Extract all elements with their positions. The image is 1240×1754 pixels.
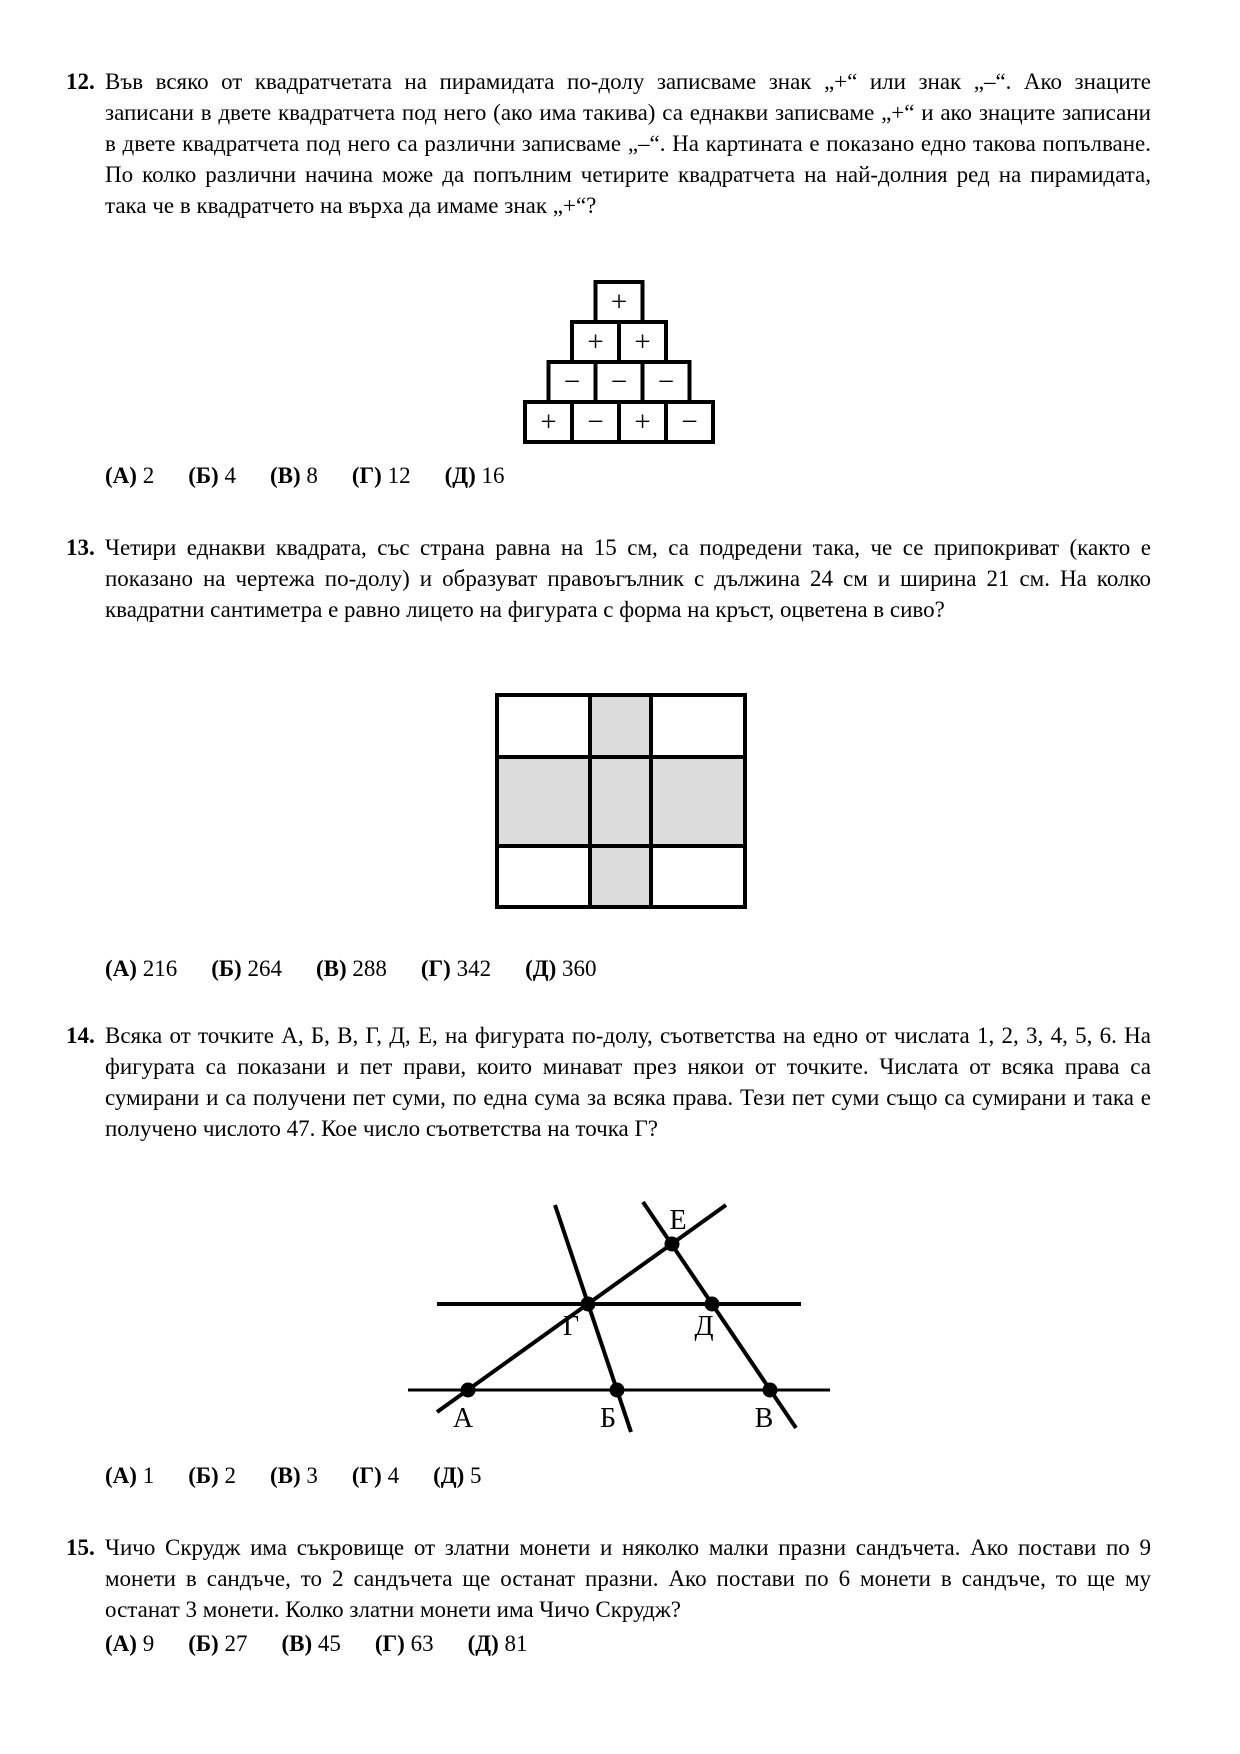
answers-row-13 <box>105 953 597 984</box>
answer-letter: (Б) <box>188 463 219 488</box>
cross-shaded-cell <box>651 757 745 846</box>
answer-letter: (Д) <box>444 463 476 488</box>
cross-shaded-cell <box>590 846 651 907</box>
answer-value: 3 <box>300 1463 318 1488</box>
answer-option <box>352 460 411 491</box>
problem-number: 12. <box>66 69 95 94</box>
pyramid-sign: − <box>681 406 698 438</box>
answer-value: 2 <box>218 1463 236 1488</box>
answer-option <box>468 1628 528 1659</box>
answer-option <box>316 953 387 984</box>
answer-option <box>105 460 154 491</box>
answer-option <box>421 953 491 984</box>
point-label: Д <box>694 1311 714 1342</box>
answer-value: 1 <box>136 1463 155 1488</box>
answer-letter: (Б) <box>188 1631 219 1656</box>
point-label: А <box>452 1403 474 1434</box>
problem-text: Във всяко от квадратчетата на пирамидата по-долу записваме знак „+“ или знак „–“. Ако знаците записани в двете квадратчета под него (ако има такива) са еднакви записваме „+“ и ако знаците записани в двете квадратчета под него са различни записваме „–“. На картината е показано едно такова попълване. По колко различни начина може да попълним четирите квадратчета на най-долния ред на пирамидата, така че в квадратчето на върха да имаме знак „+“? <box>105 69 1151 218</box>
answer-letter: (Б) <box>188 1463 219 1488</box>
answer-value: 45 <box>312 1631 341 1656</box>
cross-figure <box>495 693 747 909</box>
answer-value: 63 <box>404 1631 434 1656</box>
answers-row-15 <box>105 1628 528 1659</box>
lines-points-figure <box>380 1190 850 1455</box>
cross-shaded-cell <box>590 695 651 757</box>
pyramid-sign: − <box>563 366 581 398</box>
point-label: Е <box>669 1205 687 1236</box>
answer-value: 288 <box>346 956 387 981</box>
answer-option <box>525 953 596 984</box>
cross-shaded-cell <box>497 757 590 846</box>
point-label: В <box>754 1403 774 1434</box>
cross-shaded-cell <box>590 757 651 846</box>
answer-option <box>188 1460 236 1491</box>
point-dot <box>461 1383 476 1398</box>
answer-value: 27 <box>218 1631 248 1656</box>
answer-letter: (Г) <box>351 1463 382 1488</box>
problem-text: Четири еднакви квадрата, със страна равна на 15 см, са подредени така, че се припокриват (както е показано на чертежа по-долу) и образуват правоъгълник с дължина 24 см и ширина 21 см. На колко квадратни сантиметра е равно лицето на фигурата с форма на кръст, оцветена в сиво? <box>105 535 1151 622</box>
answer-option <box>105 1628 154 1659</box>
answer-option <box>270 460 318 491</box>
answer-option <box>433 1460 481 1491</box>
answer-option <box>281 1628 340 1659</box>
pyramid-sign: − <box>587 406 604 438</box>
problem-number: 15. <box>66 1535 95 1560</box>
answer-letter: (А) <box>105 1631 137 1656</box>
pyramid-figure <box>523 280 715 444</box>
answer-option <box>270 1460 318 1491</box>
answer-option <box>188 460 236 491</box>
cross-cell <box>497 695 590 757</box>
problem-text: Всяка от точките А, Б, В, Г, Д, Е, на фигурата по-долу, съответства на едно от числата 1, 2, 3, 4, 5, 6. На фигурата са показани и пет прави, които минават през някои от точките. Числата от всяка права са сумирани и са получени пет суми, по една сума за всяка права. Тези пет суми също са сумирани и така е получено числото 47. Кое число съответства на точка Г? <box>105 1023 1151 1141</box>
problem-number: 14. <box>66 1023 95 1048</box>
answer-value: 2 <box>136 463 155 488</box>
problem-number: 13. <box>66 535 95 560</box>
point-dot <box>763 1383 778 1398</box>
answer-letter: (Д) <box>467 1631 499 1656</box>
point-dot <box>610 1383 625 1398</box>
answer-value: 81 <box>498 1631 528 1656</box>
point-dot <box>665 1237 680 1252</box>
problem-text: Чичо Скрудж има съкровище от златни монети и няколко малки празни сандъчета. Ако постави по 9 монети в сандъче, то 2 сандъчета ще останат празни. Ако постави по 6 монети в сандъче, то ще му останат 3 монети. Колко златни монети има Чичо Скрудж? <box>105 1535 1151 1622</box>
pyramid-sign: + <box>634 326 651 358</box>
answer-value: 9 <box>136 1631 155 1656</box>
answer-letter: (В) <box>315 956 347 981</box>
answer-option <box>211 953 282 984</box>
answer-letter: (А) <box>105 463 137 488</box>
answer-letter: (А) <box>105 1463 137 1488</box>
answer-letter: (Д) <box>433 1463 465 1488</box>
pyramid-sign: + <box>587 326 604 358</box>
answer-value: 4 <box>381 1463 400 1488</box>
point-dot <box>581 1297 596 1312</box>
answer-option <box>105 953 177 984</box>
answer-letter: (Б) <box>211 956 242 981</box>
answer-option <box>188 1628 247 1659</box>
answer-letter: (Д) <box>525 956 557 981</box>
answer-option <box>375 1628 434 1659</box>
pyramid-sign: − <box>657 366 675 398</box>
answer-value: 8 <box>300 463 318 488</box>
answer-value: 4 <box>218 463 236 488</box>
answer-value: 360 <box>556 956 597 981</box>
answer-option <box>352 1460 399 1491</box>
answer-letter: (В) <box>269 463 301 488</box>
answer-value: 264 <box>241 956 282 981</box>
answer-letter: (Г) <box>420 956 451 981</box>
answers-row-14 <box>105 1460 482 1491</box>
cross-cell <box>497 846 590 907</box>
answer-letter: (Г) <box>351 463 382 488</box>
answer-value: 16 <box>475 463 505 488</box>
problem-15 <box>66 1532 1151 1625</box>
answer-option <box>445 460 505 491</box>
answer-letter: (В) <box>281 1631 313 1656</box>
point-label: Г <box>562 1311 580 1342</box>
pyramid-sign: + <box>610 286 628 318</box>
answer-option <box>105 1460 154 1491</box>
answer-letter: (В) <box>269 1463 301 1488</box>
pyramid-sign: − <box>610 366 628 398</box>
answer-value: 5 <box>464 1463 482 1488</box>
problem-14 <box>66 1020 1151 1144</box>
cross-cell <box>651 695 745 757</box>
point-dot <box>705 1297 720 1312</box>
answer-letter: (А) <box>105 956 137 981</box>
answer-value: 342 <box>450 956 492 981</box>
problem-13 <box>66 532 1151 625</box>
point-label: Б <box>599 1403 617 1434</box>
answer-value: 12 <box>381 463 411 488</box>
pyramid-sign: + <box>634 406 651 438</box>
problem-12 <box>66 66 1151 221</box>
answer-value: 216 <box>136 956 178 981</box>
answers-row-12 <box>105 460 505 491</box>
cross-cell <box>651 846 745 907</box>
line-A-G-E <box>437 1205 726 1412</box>
pyramid-sign: + <box>540 406 557 438</box>
answer-letter: (Г) <box>374 1631 405 1656</box>
